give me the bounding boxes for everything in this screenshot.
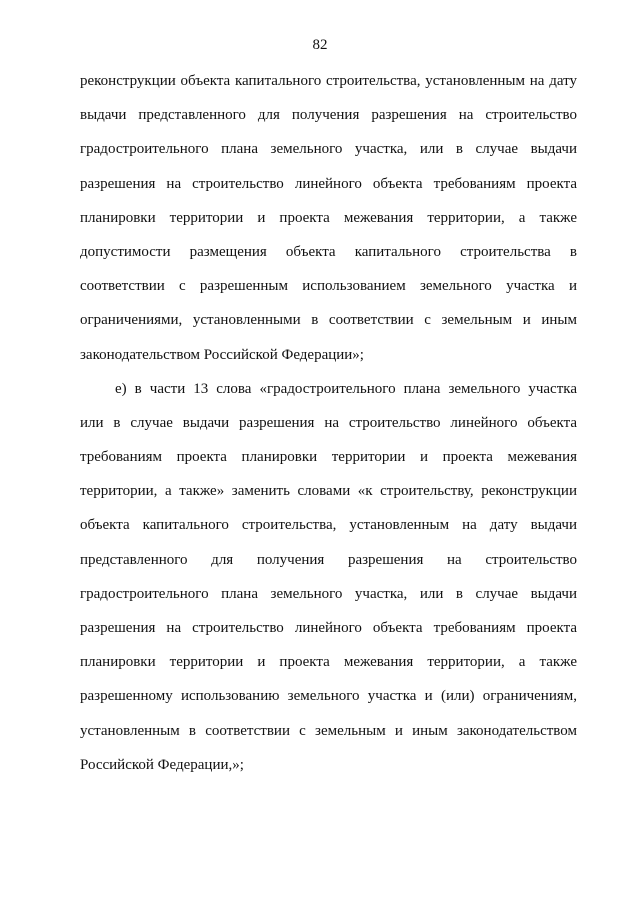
text-line: объекта капитального строительства, установленным на дату выдачи (80, 517, 577, 534)
text-line: реконструкции объекта капитального строительства, установленным на дату (80, 73, 577, 89)
paragraph-item-e (80, 372, 577, 782)
text-line: е) в части 13 слова «градостроительного плана земельного участка (115, 380, 577, 397)
text-line: установленным в соответствии с земельным и иным законодательством (80, 722, 577, 739)
text-line: разрешенному использованию земельного участка и (или) ограничениям, (80, 688, 577, 705)
document-body (80, 64, 577, 782)
text-line: разрешения на строительство линейного объекта требованиям проекта (80, 175, 577, 192)
text-line: законодательством Российской Федерации»; (80, 346, 364, 363)
text-line: территории, а также» заменить словами «к строительству, реконструкции (80, 483, 577, 500)
text-line: соответствии с разрешенным использованием земельного участка и (80, 278, 577, 295)
text-line: Российской Федерации,»; (80, 756, 244, 773)
text-line: выдачи представленного для получения разрешения на строительство (80, 107, 577, 124)
text-line: ограничениями, установленными в соответствии с земельным и иным (80, 312, 577, 329)
page-number: 82 (312, 37, 328, 53)
paragraph-continuation (80, 64, 577, 372)
text-line: планировки территории и проекта межевания территории, а также (80, 209, 577, 226)
text-line: градостроительного плана земельного участка, или в случае выдачи (80, 585, 577, 602)
text-line: представленного для получения разрешения на строительство (80, 551, 577, 568)
text-line: допустимости размещения объекта капитального строительства в (80, 243, 577, 260)
text-line: разрешения на строительство линейного объекта требованиям проекта (80, 620, 577, 636)
text-line: градостроительного плана земельного участка, или в случае выдачи (80, 141, 577, 158)
text-line: требованиям проекта планировки территории и проекта межевания (80, 449, 577, 466)
text-line: планировки территории и проекта межевания территории, а также (80, 654, 577, 671)
text-line: или в случае выдачи разрешения на строительство линейного объекта (80, 414, 577, 431)
